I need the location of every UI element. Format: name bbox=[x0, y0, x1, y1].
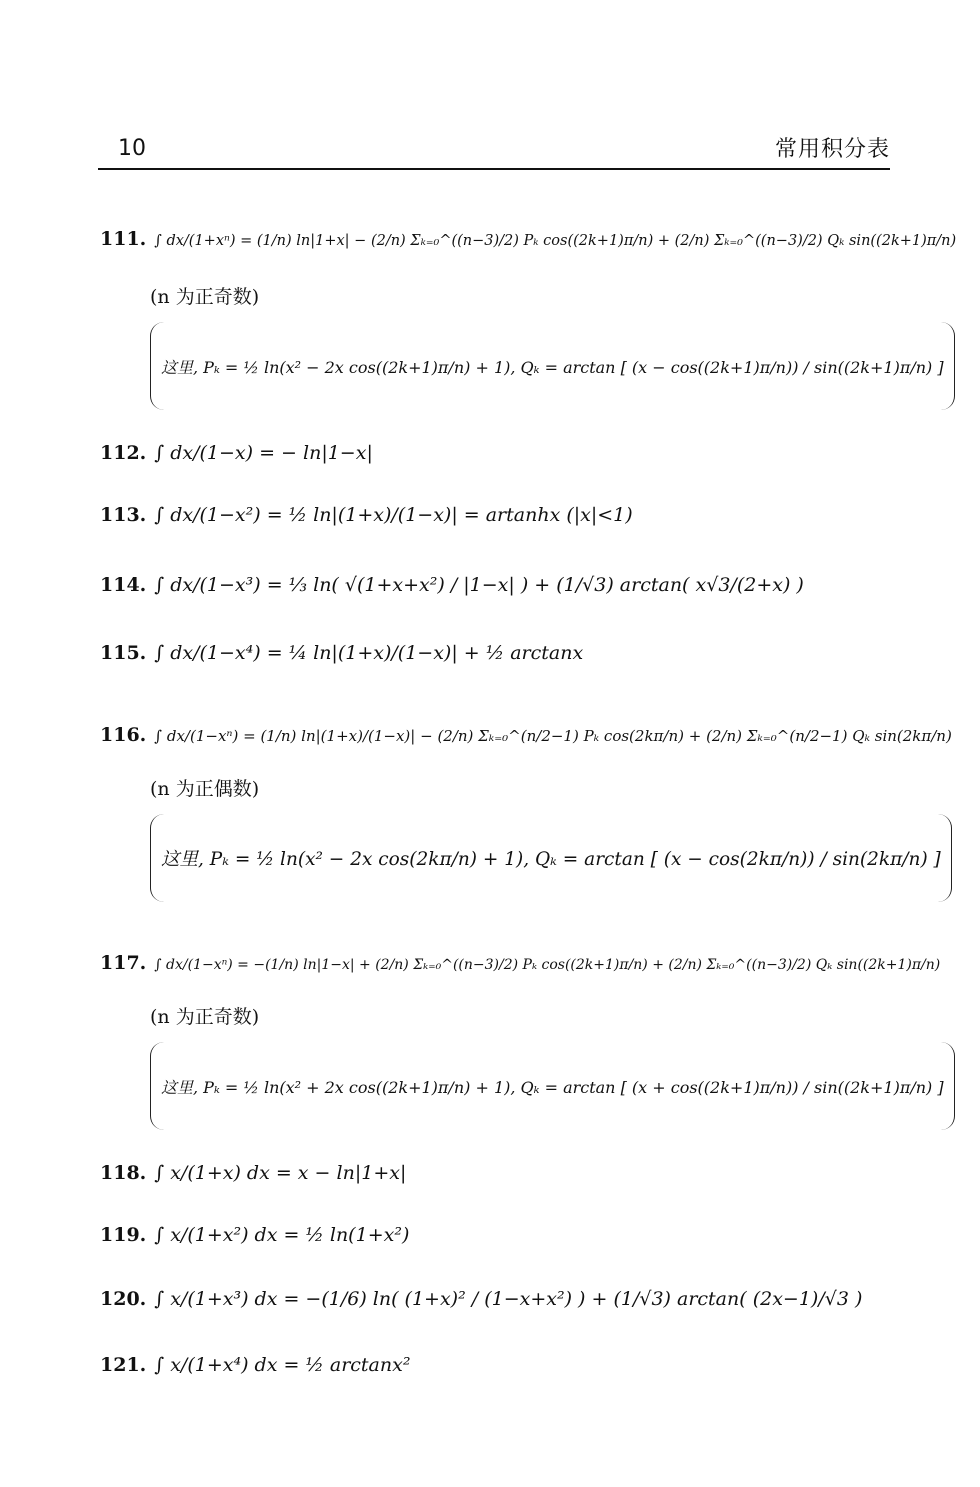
page-header bbox=[98, 128, 890, 170]
formula-expression: ∫ dx/(1−xⁿ) = (1/n) ln|(1+x)/(1−x)| − (2/n) Σₖ₌₀^(n/2−1) Pₖ cos(2kπ/n) + (2/n) Σₖ₌₀^(n/2−1) Qₖ sin(2kπ/n) bbox=[154, 727, 952, 745]
formula-114 bbox=[100, 574, 804, 596]
formula-expression: ∫ dx/(1−x) = − ln|1−x| bbox=[154, 442, 373, 464]
formula-expression: ∫ dx/(1−x³) = ⅓ ln( √(1+x+x²) / |1−x| ) + (1/√3) arctan( x√3/(2+x) ) bbox=[154, 574, 804, 596]
formula-number: 116. bbox=[100, 724, 147, 746]
formula-expression: ∫ x/(1+x) dx = x − ln|1+x| bbox=[154, 1162, 407, 1184]
formula-note: (n 为正偶数) bbox=[150, 778, 260, 800]
formula-115 bbox=[100, 642, 583, 664]
formula-117 bbox=[100, 952, 940, 974]
formula-number: 117. bbox=[100, 952, 147, 974]
formula-expression: ∫ x/(1+x²) dx = ½ ln(1+x²) bbox=[154, 1224, 410, 1246]
formula-number: 115. bbox=[100, 642, 147, 664]
formula-expression: ∫ dx/(1+xⁿ) = (1/n) ln|1+x| − (2/n) Σₖ₌₀^((n−3)/2) Pₖ cos((2k+1)π/n) + (2/n) Σₖ₌₀^((n−3)/2) Qₖ sin((2k+1)π/n) bbox=[154, 233, 957, 249]
formula-120 bbox=[100, 1288, 862, 1310]
formula-118 bbox=[100, 1162, 406, 1184]
auxiliary-definitions: 这里, Pₖ = ½ ln(x² − 2x cos((2k+1)π/n) + 1), Qₖ = arctan [ (x − cos((2k+1)π/n)) / sin((2k+1)π/n) ] bbox=[150, 322, 955, 410]
formula-expression: ∫ x/(1+x³) dx = −(1/6) ln( (1+x)² / (1−x+x²) ) + (1/√3) arctan( (2x−1)/√3 ) bbox=[154, 1288, 863, 1310]
formula-number: 113. bbox=[100, 504, 147, 526]
formula-number: 112. bbox=[100, 442, 147, 464]
formula-number: 118. bbox=[100, 1162, 147, 1184]
formula-111 bbox=[100, 228, 956, 250]
formula-number: 119. bbox=[100, 1224, 147, 1246]
page-number: 10 bbox=[118, 136, 146, 161]
book-title: 常用积分表 bbox=[774, 137, 890, 162]
formula-note: (n 为正奇数) bbox=[150, 286, 260, 308]
auxiliary-definitions: 这里, Pₖ = ½ ln(x² + 2x cos((2k+1)π/n) + 1), Qₖ = arctan [ (x + cos((2k+1)π/n)) / sin((2k+1)π/n) ] bbox=[150, 1042, 955, 1130]
formula-expression: ∫ x/(1+x⁴) dx = ½ arctanx² bbox=[154, 1354, 411, 1376]
formula-expression: ∫ dx/(1−x²) = ½ ln|(1+x)/(1−x)| = artanhx (|x|<1) bbox=[154, 504, 633, 526]
formula-number: 120. bbox=[100, 1288, 147, 1310]
formula-119 bbox=[100, 1224, 409, 1246]
auxiliary-definitions: 这里, Pₖ = ½ ln(x² − 2x cos(2kπ/n) + 1), Qₖ = arctan [ (x − cos(2kπ/n)) / sin(2kπ/n) ] bbox=[150, 814, 952, 902]
formula-112 bbox=[100, 442, 373, 464]
formula-number: 121. bbox=[100, 1354, 147, 1376]
formula-113 bbox=[100, 504, 633, 526]
formula-number: 111. bbox=[100, 228, 147, 250]
formula-number: 114. bbox=[100, 574, 147, 596]
formula-note: (n 为正奇数) bbox=[150, 1006, 260, 1028]
formula-121 bbox=[100, 1354, 410, 1376]
formula-116 bbox=[100, 724, 952, 746]
formula-expression: ∫ dx/(1−x⁴) = ¼ ln|(1+x)/(1−x)| + ½ arctanx bbox=[154, 642, 584, 664]
formula-expression: ∫ dx/(1−xⁿ) = −(1/n) ln|1−x| + (2/n) Σₖ₌₀^((n−3)/2) Pₖ cos((2k+1)π/n) + (2/n) Σₖ₌₀^((n−3)/2) Qₖ sin((2k+1)π/n) bbox=[154, 957, 941, 973]
